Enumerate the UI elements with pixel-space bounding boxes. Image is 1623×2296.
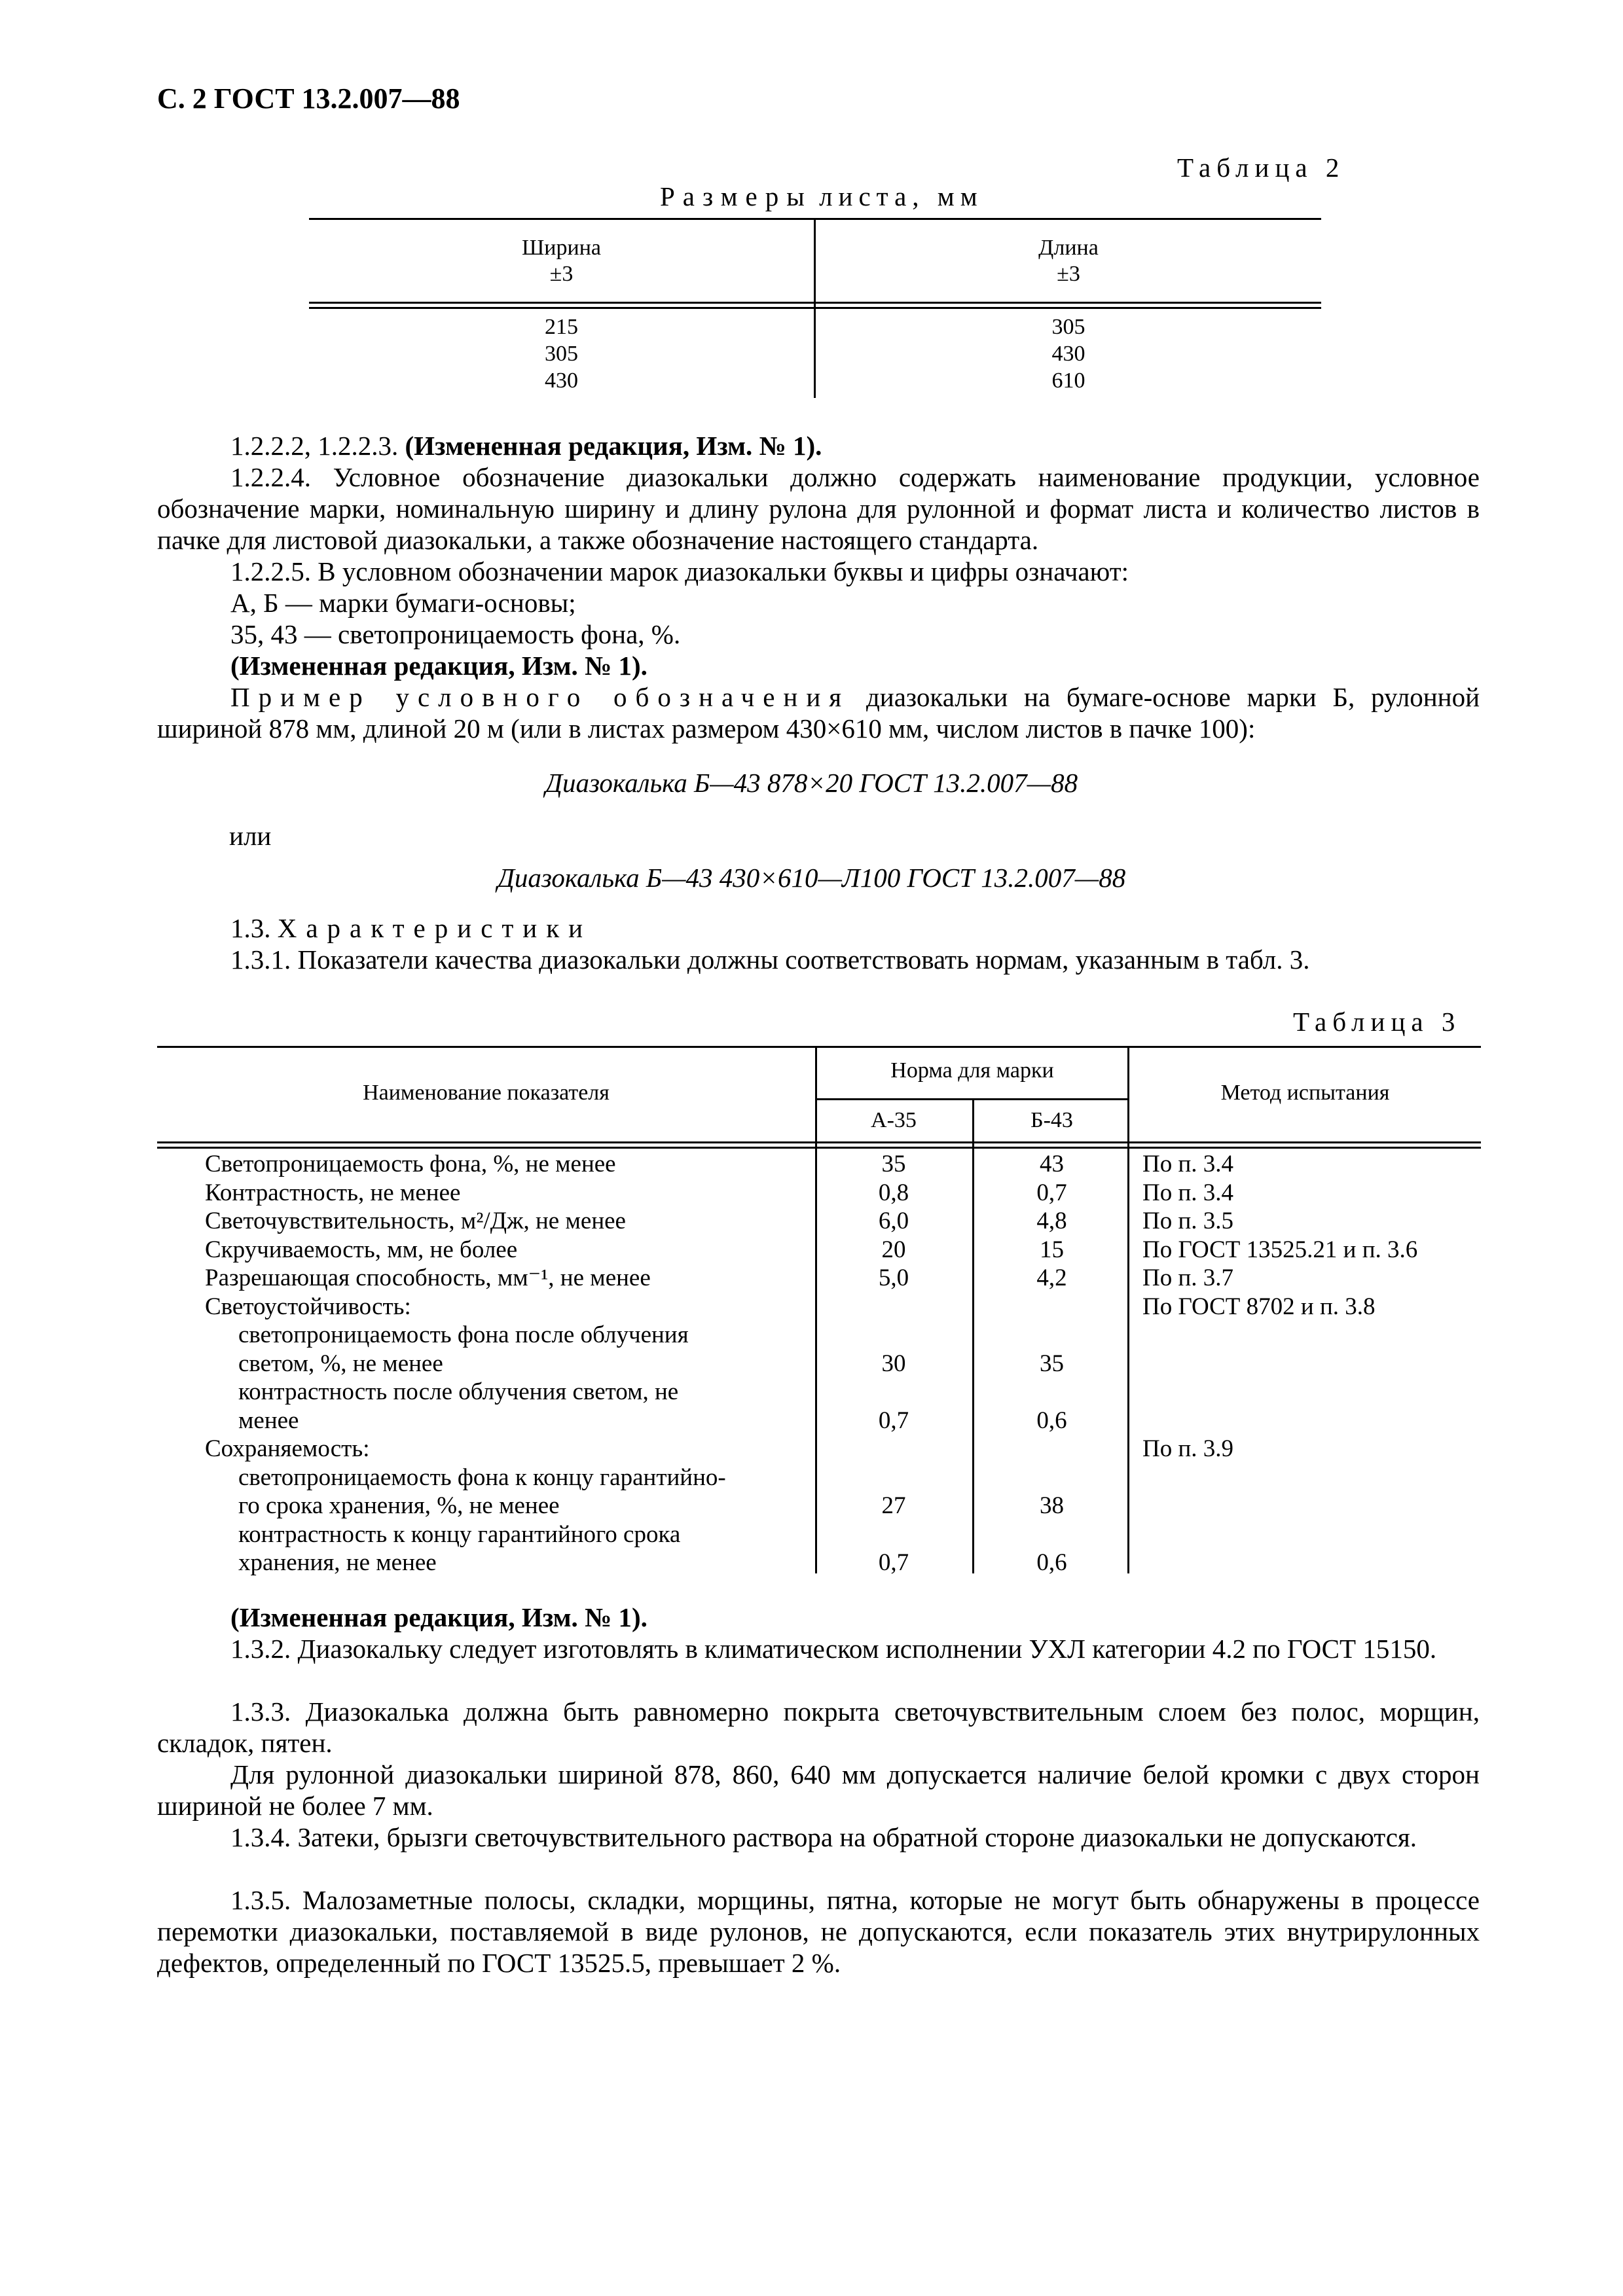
paragraph-1-3-3: 1.3.3. Диазокалька должна быть равномерно покрыта светочувствительным слоем без полос, морщин, складок, пятен. bbox=[157, 1696, 1480, 1758]
table3-cell-name: Контрастность, не менее bbox=[205, 1179, 461, 1206]
table3-cell-name: контрастность после облучения светом, не bbox=[238, 1378, 679, 1405]
paragraph-marks: А, Б — марки бумаги-основы; bbox=[230, 588, 576, 618]
paragraph-1-3-2: 1.3.2. Диазокальку следует изготовлять в климатическом исполнении УХЛ категории 4.2 по ГОСТ 15150. bbox=[230, 1634, 1437, 1664]
example-designation-1: Диазокалька Б—43 878×20 ГОСТ 13.2.007—88 bbox=[545, 768, 1078, 798]
table3-header-norm: Норма для марки bbox=[890, 1058, 1054, 1083]
table3-cell-a35: 5,0 bbox=[878, 1265, 909, 1291]
paragraph-1-2-2-4: 1.2.2.4. Условное обозначение диазокальки должно содержать наименование продукции, условное обозначение марки, номинальную ширину и длину рулона для рулонной и формат листа и количество листов в пачке для листовой диазокальки, а также обозначение настоящего стандарта. bbox=[157, 462, 1480, 555]
table3-cell-name: светом, %, не менее bbox=[238, 1350, 443, 1377]
table3-cell-b43: 38 bbox=[1040, 1492, 1064, 1519]
table3-cell-method: По п. 3.9 bbox=[1142, 1435, 1234, 1462]
table3-label: Таблица 3 bbox=[1293, 1007, 1461, 1037]
table3-cell-name: светопроницаемость фона к концу гарантийно- bbox=[238, 1463, 726, 1491]
paragraph-1-3-4: 1.3.4. Затеки, брызги светочувствительного раствора на обратной стороне диазокальки не допускаются. bbox=[230, 1822, 1417, 1852]
revision-note: (Измененная редакция, Изм. № 1). bbox=[405, 431, 822, 461]
table3-cell-b43: 0,7 bbox=[1036, 1179, 1067, 1206]
table3-cell-b43: 4,2 bbox=[1036, 1265, 1067, 1291]
table3-cell-name: Светоустойчивость: bbox=[205, 1293, 411, 1320]
table3-cell-b43: 4,8 bbox=[1036, 1208, 1067, 1234]
table2-caption-spaced: Размеры bbox=[660, 181, 812, 211]
section-title: Характеристики bbox=[277, 913, 593, 943]
revision-note: (Измененная редакция, Изм. № 1). bbox=[230, 651, 647, 681]
section-1-3-title bbox=[157, 912, 1480, 944]
table2-cell: 430 bbox=[545, 368, 578, 393]
table3-cell-method: По п. 3.4 bbox=[1142, 1151, 1234, 1177]
table2-caption-rest: листа, мм bbox=[819, 181, 983, 211]
example-spaced: Пример условного обозначения bbox=[230, 682, 850, 712]
table3-cell-name: го срока хранения, %, не менее bbox=[238, 1492, 560, 1519]
table3-cell-b43: 43 bbox=[1040, 1151, 1064, 1177]
table3-cell-a35: 0,8 bbox=[878, 1179, 909, 1206]
table3-cell-name: Светопроницаемость фона, %, не менее bbox=[205, 1151, 616, 1177]
example-rest: диазокальки на бумаге-основе марки Б, рулонной шириной 878 мм, длиной 20 м (или в листах размером 430×610 мм, числом листов в пачке 100): bbox=[157, 682, 1480, 744]
revision-note: (Измененная редакция, Изм. № 1). bbox=[230, 1602, 647, 1632]
table3-header-b43: Б-43 bbox=[1030, 1108, 1073, 1132]
table3-cell-a35: 6,0 bbox=[878, 1208, 909, 1234]
table3-cell-method: По ГОСТ 8702 и п. 3.8 bbox=[1142, 1293, 1376, 1320]
table3-cell-name: менее bbox=[238, 1407, 299, 1434]
table2-col1-header: Ширина bbox=[522, 236, 601, 260]
paragraph-numbers: 35, 43 — светопроницаемость фона, %. bbox=[230, 619, 681, 649]
table3-cell-name: Светочувствительность, м²/Дж, не менее bbox=[205, 1208, 626, 1234]
paragraph-1-2-2-2 bbox=[157, 430, 1480, 461]
table3-cell-method: По п. 3.7 bbox=[1142, 1265, 1234, 1291]
table2-caption bbox=[660, 181, 983, 212]
table3-cell-method: По п. 3.5 bbox=[1142, 1208, 1234, 1234]
table2-col2-tolerance: ±3 bbox=[1057, 262, 1080, 286]
table2-cell: 215 bbox=[545, 315, 578, 339]
section-number: 1.3. bbox=[230, 913, 271, 943]
table3-cell-name: Сохраняемость: bbox=[205, 1435, 370, 1462]
paragraph-white-edge: Для рулонной диазокальки шириной 878, 860, 640 мм допускается наличие белой кромки с двух сторон шириной не более 7 мм. bbox=[157, 1759, 1480, 1821]
table3-cell-method: По ГОСТ 13525.21 и п. 3.6 bbox=[1142, 1236, 1418, 1263]
paragraph-1-2-2-5: 1.2.2.5. В условном обозначении марок диазокальки буквы и цифры означают: bbox=[230, 556, 1129, 586]
table3-cell-name: Разрешающая способность, мм⁻¹, не менее bbox=[205, 1265, 651, 1291]
table3-cell-name: светопроницаемость фона после облучения bbox=[238, 1321, 689, 1348]
table3-cell-b43: 35 bbox=[1040, 1350, 1064, 1377]
table2-label: Таблица 2 bbox=[1177, 152, 1345, 183]
table2-cell: 430 bbox=[1051, 342, 1085, 366]
table2-col2-header: Длина bbox=[1038, 236, 1099, 260]
table3-cell-a35: 20 bbox=[881, 1236, 906, 1263]
table3-cell-name: Скручиваемость, мм, не более bbox=[205, 1236, 518, 1263]
table3-cell-b43: 0,6 bbox=[1036, 1407, 1067, 1434]
table3-cell-a35: 0,7 bbox=[878, 1549, 909, 1576]
table3-header-a35: А-35 bbox=[871, 1108, 917, 1132]
paragraph-example bbox=[157, 681, 1480, 744]
table3-cell-a35: 0,7 bbox=[878, 1407, 909, 1434]
table3-cell-a35: 27 bbox=[881, 1492, 906, 1519]
table2-cell: 305 bbox=[1051, 315, 1085, 339]
table2-cell: 610 bbox=[1051, 368, 1085, 393]
example-designation-2: Диазокалька Б—43 430×610—Л100 ГОСТ 13.2.007—88 bbox=[497, 863, 1126, 893]
table3-header-method: Метод испытания bbox=[1220, 1081, 1390, 1105]
table3-header-name: Наименование показателя bbox=[363, 1081, 610, 1105]
paragraph-1-3-5: 1.3.5. Малозаметные полосы, складки, морщины, пятна, которые не могут быть обнаружены в процессе перемотки диазокальки, поставляемой в виде рулонов, не допускаются, если показатель этих внутрирулонных дефектов, определенный по ГОСТ 13525.5, превышает 2 %. bbox=[157, 1885, 1480, 1978]
table3-cell-a35: 30 bbox=[881, 1350, 906, 1377]
table3-cell-b43: 0,6 bbox=[1036, 1549, 1067, 1576]
table3-cell-b43: 15 bbox=[1040, 1236, 1064, 1263]
table2-cell: 305 bbox=[545, 342, 578, 366]
table2-col1-tolerance: ±3 bbox=[549, 262, 574, 286]
table3-cell-a35: 35 bbox=[881, 1151, 906, 1177]
table3-cell-method: По п. 3.4 bbox=[1142, 1179, 1234, 1206]
table3-cell-name: хранения, не менее bbox=[238, 1549, 437, 1576]
or-text: или bbox=[229, 821, 272, 851]
page-header: С. 2 ГОСТ 13.2.007—88 bbox=[157, 82, 460, 115]
paragraph-1-3-1: 1.3.1. Показатели качества диазокальки должны соответствовать нормам, указанным в табл. 3. bbox=[230, 944, 1310, 975]
paragraph-number: 1.2.2.2, 1.2.2.3. bbox=[230, 431, 399, 461]
table3-cell-name: контрастность к концу гарантийного срока bbox=[238, 1520, 681, 1548]
